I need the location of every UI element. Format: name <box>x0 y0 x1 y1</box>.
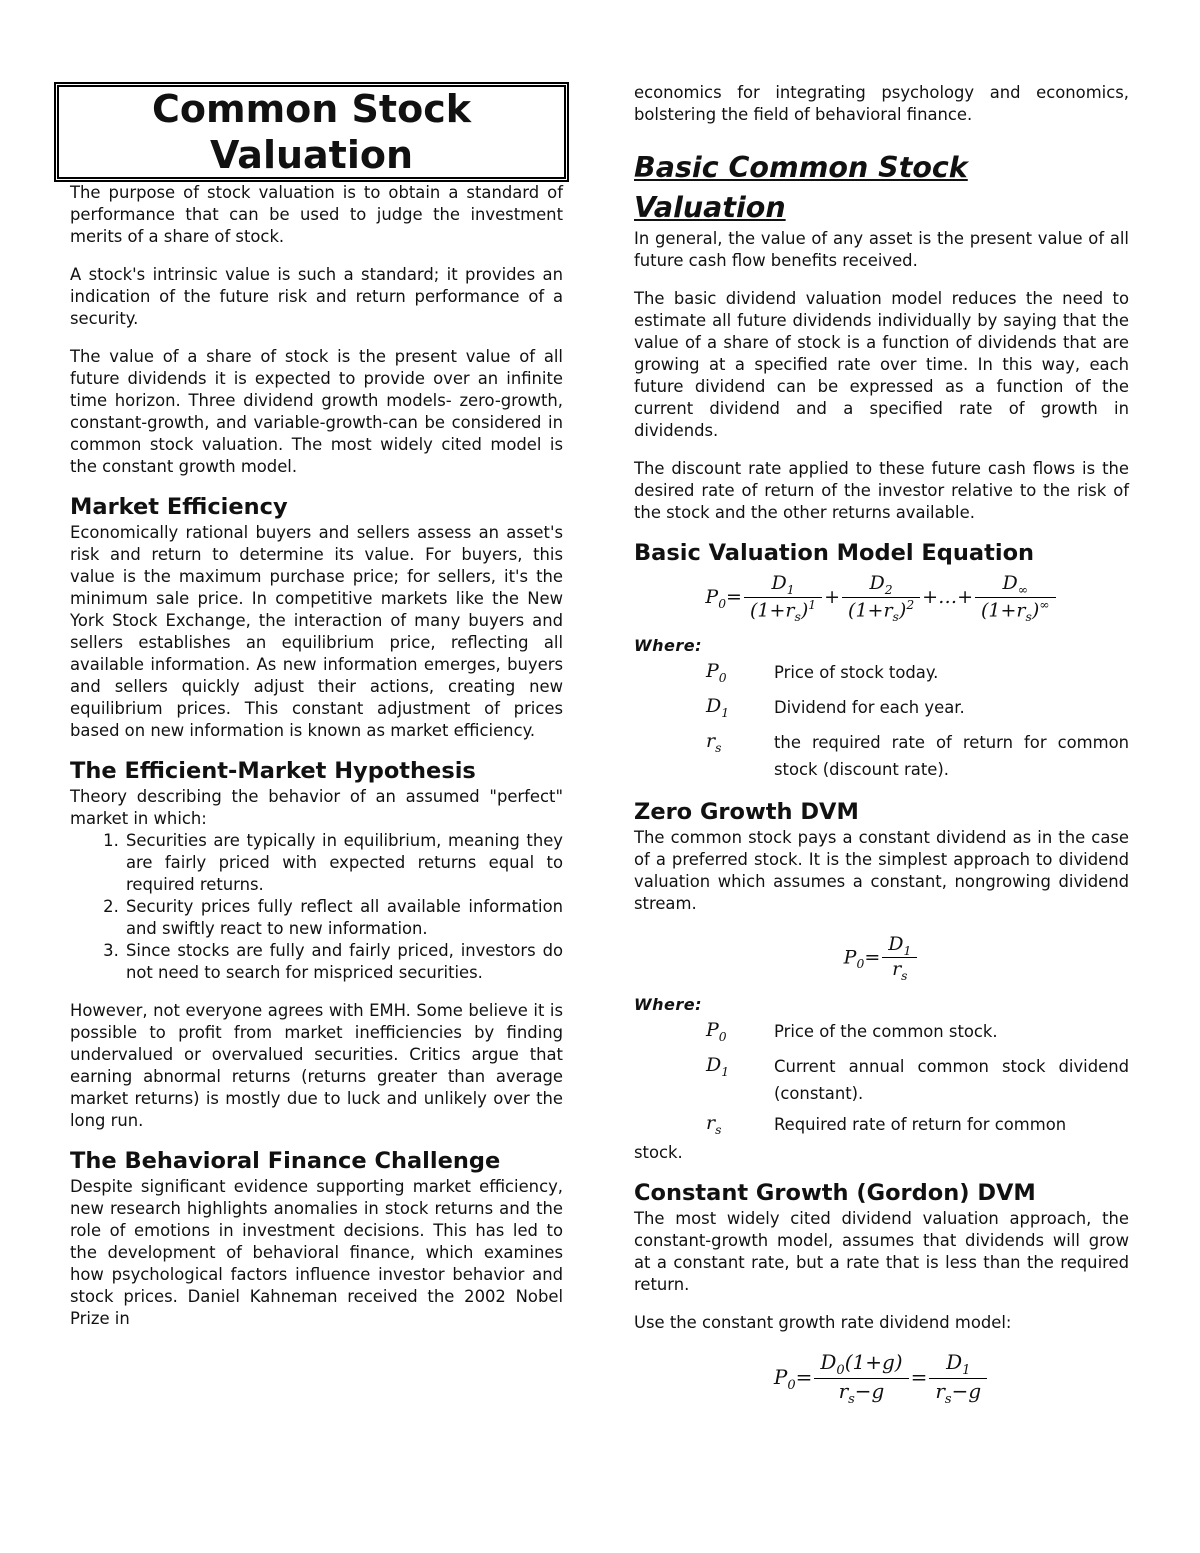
behavioral-finance-paragraph: Despite significant evidence supporting market efficiency, new research highlights anomalies in stock returns and the role of emotions in investment decisions. This has led to the development of behavioral finance, which examines how psychological factors influence investor behavior and stock prices. Daniel Kahneman received the 2002 Nobel Prize in <box>70 1177 563 1328</box>
zero-growth-paragraph: The common stock pays a constant dividend as in the case of a preferred stock. It is the simplest approach to dividend valuation which assumes a constant, nongrowing dividend stream. <box>634 827 1129 913</box>
heading-market-efficiency: Market Efficiency <box>70 494 288 520</box>
definition-row <box>634 1018 1129 1049</box>
basic-paragraph-1: In general, the value of any asset is the present value of all future cash flow benefits received. <box>634 229 1129 270</box>
basic-paragraph-2: The basic dividend valuation model reduces the need to estimate all future dividends individually by saying that the value of a share of stock is a function of dividends that are growing at a specified rate over time. In this way, each future dividend can be expressed as a function of the current dividend and a specified rate of growth in dividends. <box>634 289 1129 440</box>
symbol-d1: $D_1$ <box>706 694 730 720</box>
definition-row <box>634 1053 1129 1107</box>
heading-basic-equation: Basic Valuation Model Equation <box>634 540 1035 566</box>
definition-text: Required rate of return for common <box>774 1114 1067 1134</box>
heading-emh: The Efficient-Market Hypothesis <box>70 758 476 784</box>
definition-text: Current annual common stock dividend (constant). <box>774 1056 1129 1103</box>
emh-paragraph: Theory describing the behavior of an assumed "perfect" market in which: <box>70 787 563 828</box>
left-column <box>54 82 582 1330</box>
definition-text: Price of the common stock. <box>774 1022 998 1042</box>
definition-text: Price of stock today. <box>774 662 939 682</box>
basic-valuation-equation: $P_0=$ $\frac{D_1}{(1+r_s)^1}$ + $\frac{D_2}{(1+r_s)^2}$ +…+ $\frac{D_\infty}{(1+r_s)^\infty}$ <box>634 572 1129 624</box>
gordon-paragraph: The most widely cited dividend valuation approach, the constant-growth model, assumes that dividends will grow at a constant rate, but a rate that is less than the required return. <box>634 1208 1129 1294</box>
heading-behavioral-finance: The Behavioral Finance Challenge <box>70 1148 501 1174</box>
symbol-rs: $r_s$ <box>706 729 722 755</box>
definition-tail: stock. <box>634 1142 683 1162</box>
intro-paragraph-3: The value of a share of stock is the present value of all future dividends it is expected to provide over an infinite time horizon. Three dividend growth models- zero-growth, constant-growth, and variable-growth-can be considered in common stock valuation. The most widely cited model is the constant growth model. <box>70 347 563 476</box>
basic-paragraph-3: The discount rate applied to these future cash flows is the desired rate of return of the investor relative to the risk of the stock and the other returns available. <box>634 459 1129 522</box>
heading-basic-valuation: Basic Common Stock Valuation <box>634 151 968 224</box>
continued-paragraph: economics for integrating psychology and economics, bolstering the field of behavioral finance. <box>634 83 1129 124</box>
emh-paragraph-2: However, not everyone agrees with EMH. Some believe it is possible to profit from market inefficiencies by finding undervalued or overvalued securities. Critics argue that earning abnormal returns (returns greater than average market returns) is mostly due to luck and unlikely over the long run. <box>70 1001 563 1130</box>
list-item: 1. Securities are typically in equilibrium, meaning they are fairly priced with expected returns equal to required returns. <box>124 830 563 896</box>
gordon-paragraph-2: Use the constant growth rate dividend model: <box>634 1312 1012 1332</box>
definition-text: Dividend for each year. <box>774 697 965 717</box>
list-item: 3. Since stocks are fully and fairly priced, investors do not need to search for mispriced securities. <box>124 940 563 984</box>
gordon-equation: $P_0=$ $\frac{D_0(1+g)}{r_s-g}$ = $\frac{D_1}{r_s-g}$ <box>634 1350 1129 1407</box>
definition-row <box>634 659 1129 690</box>
intro-paragraph-1: The purpose of stock valuation is to obtain a standard of performance that can be used to judge the investment merits of a share of stock. <box>70 183 563 246</box>
right-column <box>634 82 1129 1411</box>
symbol-p0: $P_0$ <box>706 659 727 685</box>
definition-text: the required rate of return for common stock (discount rate). <box>774 732 1129 779</box>
left-text <box>70 182 563 1330</box>
list-item: 2. Security prices fully reflect all available information and swiftly react to new information. <box>124 896 563 940</box>
heading-gordon: Constant Growth (Gordon) DVM <box>634 1179 1036 1206</box>
symbol-d1: $D_1$ <box>706 1053 730 1079</box>
heading-zero-growth: Zero Growth DVM <box>634 798 859 825</box>
zero-growth-equation: $P_0=$ $\frac{D_1}{r_s}$ <box>634 933 1129 984</box>
definition-row <box>634 729 1129 783</box>
intro-paragraph-2: A stock's intrinsic value is such a standard; it provides an indication of the future risk and return performance of a security. <box>70 265 563 328</box>
page-title: Common Stock Valuation <box>151 87 471 177</box>
definition-row <box>634 694 1129 725</box>
market-efficiency-paragraph: Economically rational buyers and sellers assess an asset's risk and return to determine its value. For buyers, this value is the maximum purchase price; for sellers, it's the minimum sale price. In competitive markets like the New York Stock Exchange, the interaction of many buyers and sellers establishes an equilibrium price, reflecting all available information. As new information emerges, buyers and sellers quickly adjust their actions, creating new equilibrium prices. This constant adjustment of prices based on new information is known as market efficiency. <box>70 523 563 740</box>
where-label-1: Where: <box>634 635 703 655</box>
symbol-rs: $r_s$ <box>706 1111 722 1137</box>
emh-list <box>54 830 563 984</box>
where-label-2: Where: <box>634 995 703 1015</box>
definition-row <box>634 1111 1129 1142</box>
symbol-p0: $P_0$ <box>706 1019 727 1044</box>
title-box <box>54 82 569 182</box>
